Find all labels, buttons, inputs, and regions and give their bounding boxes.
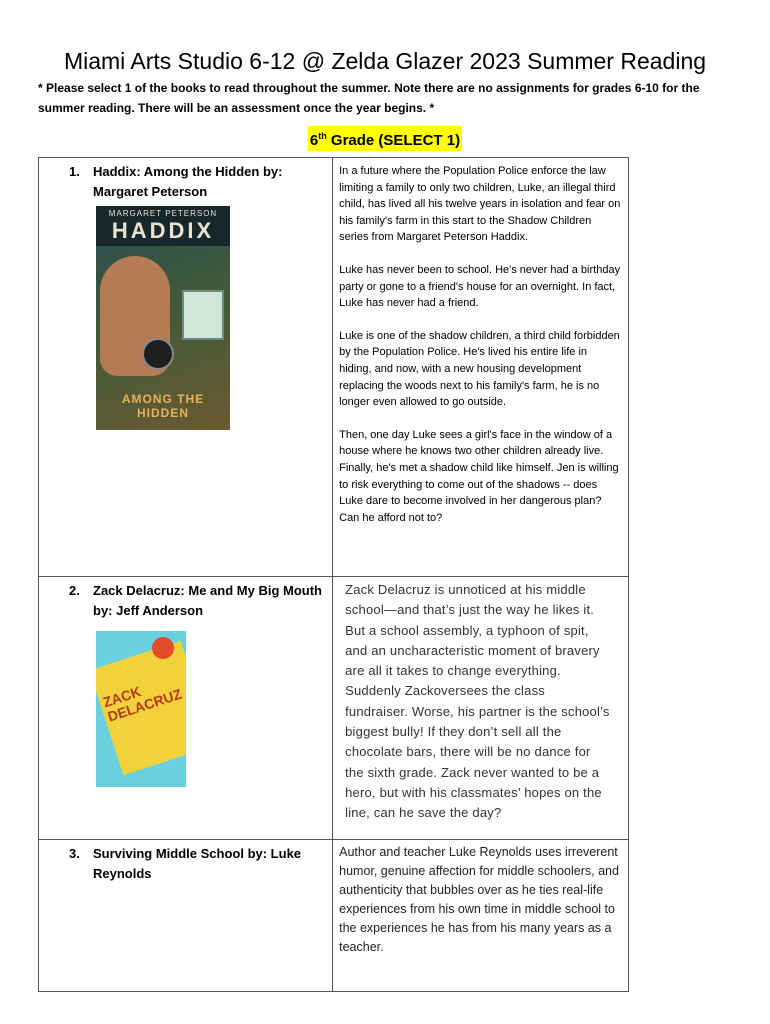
table-row	[39, 577, 629, 840]
book-description: Author and teacher Luke Reynolds uses irreverent humor, genuine affection for middle schoolers, and authenticity that bubbles over as he ties real-life experiences from his own time in middle school to the experiences he has from his many years as a teacher.	[339, 845, 619, 954]
grade-suffix: th	[318, 131, 327, 141]
description-cell	[333, 840, 629, 992]
book-table	[38, 157, 629, 992]
grade-label: Grade (SELECT 1)	[326, 132, 461, 149]
book-cover-image	[96, 631, 186, 787]
description-cell	[333, 577, 629, 840]
book-description: Zack Delacruz is unnoticed at his middle school—and that’s just the way he likes it. But a school assembly, a typhoon of spit, and an uncharacteristic moment of bravery are all it takes to change everything. Suddenly Zackoversees the class fundraiser. Worse, his partner is the school’s biggest bully! If they don’t sell all the chocolate bars, there will be no dance for the sixth grade. Zack never wanted to be a hero, but with his classmates’ hopes on the line, can he save the day?	[345, 582, 610, 821]
book-number: 2.	[69, 583, 80, 598]
table-row	[39, 158, 629, 577]
grade-heading	[308, 126, 462, 151]
book-number: 1.	[69, 164, 80, 179]
cover-author-line: MARGARET PETERSON	[108, 209, 218, 218]
book-title	[69, 844, 332, 884]
book-title-text: Haddix: Among the Hidden by: Margaret Peterson	[93, 164, 283, 199]
book-cell	[39, 577, 333, 840]
book-description	[339, 163, 621, 526]
instructions-note: * Please select 1 of the books to read throughout the summer. Note there are no assignments for grades 6-10 for the summer reading. There will be an assessment once the year begins. *	[38, 81, 700, 115]
description-paragraph: Then, one day Luke sees a girl's face in the window of a house where he knows two other children already live. Finally, he's met a shadow child like himself. Jen is willing to risk everything to come out of the shadows -- does Luke dare to become involved in her dangerous plan? Can he afford not to?	[339, 428, 619, 524]
book-cell	[39, 158, 333, 577]
book-cell	[39, 840, 333, 992]
grade-heading-wrap	[0, 126, 770, 151]
book-cover-image	[96, 206, 230, 430]
cover-badge-icon	[152, 637, 174, 659]
book-number: 3.	[69, 846, 80, 861]
book-title	[69, 162, 332, 202]
description-paragraph: In a future where the Population Police enforce the law limiting a family to only two children, Luke, an illegal third child, has lived all his twelve years in isolation and fear on his family's farm in this start to the Shadow Children series from Margaret Peterson Haddix.	[339, 165, 621, 244]
book-title-text: Zack Delacruz: Me and My Big Mouth by: Jeff Anderson	[93, 583, 322, 618]
cover-window-illustration	[182, 290, 224, 340]
description-paragraph: Luke is one of the shadow children, a third child forbidden by the Population Police. He's lived his entire life in hiding, and now, with a new housing development replacing the woods next to his family's farm, he is no longer even allowed to go outside.	[339, 329, 620, 409]
description-paragraph: Luke has never been to school. He's never had a birthday party or gone to a friend's house for an overnight. In fact, Luke has never had a friend.	[339, 263, 621, 310]
book-title	[69, 581, 332, 621]
grade-number: 6	[309, 132, 319, 149]
table-row	[39, 840, 629, 992]
cover-book-title: ZACK DELACRUZ	[101, 683, 184, 725]
cover-medal-icon	[142, 338, 174, 370]
page-title: Miami Arts Studio 6-12 @ Zelda Glazer 2023 Summer Reading	[63, 48, 707, 74]
description-cell	[333, 158, 629, 577]
cover-author-name: HADDIX	[111, 218, 215, 243]
cover-book-title: AMONG THE HIDDEN	[121, 392, 205, 420]
book-title-text: Surviving Middle School by: Luke Reynolds	[93, 846, 302, 881]
